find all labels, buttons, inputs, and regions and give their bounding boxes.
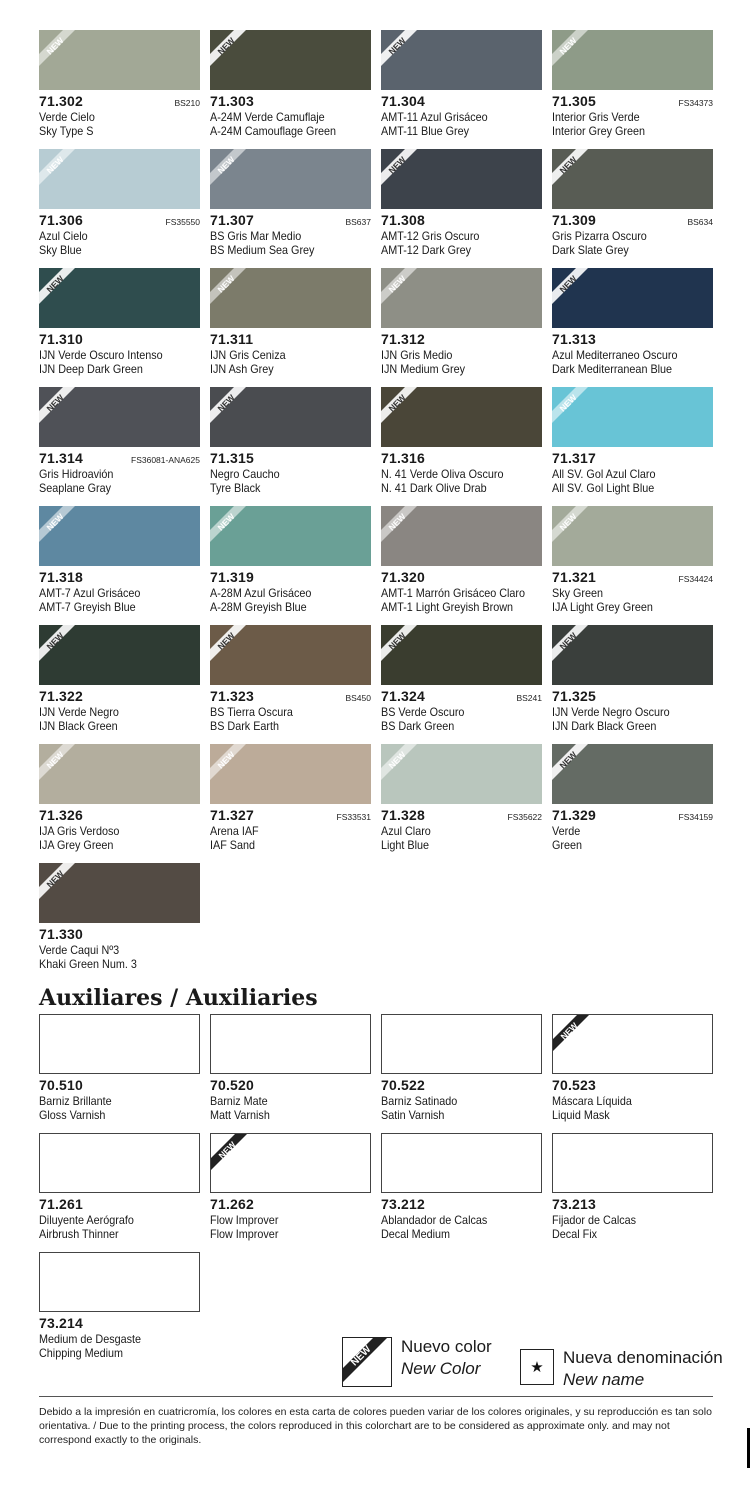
name-english: BS Dark Earth (210, 719, 280, 733)
color-swatch (39, 744, 200, 804)
new-ribbon-text: NEW (44, 273, 66, 295)
standard-reference: BS241 (516, 693, 542, 703)
standard-reference: FS34373 (678, 98, 713, 108)
new-ribbon-icon (552, 149, 592, 189)
color-code: 71.330 (39, 926, 84, 942)
color-code: 73.214 (39, 1315, 84, 1331)
name-spanish: IJA Gris Verdoso (39, 824, 120, 838)
new-ribbon-icon (210, 149, 250, 189)
color-swatch (210, 30, 371, 90)
colors-card (381, 744, 542, 852)
new-ribbon-text: NEW (44, 154, 66, 176)
name-english: AMT-11 Blue Grey (381, 124, 470, 138)
colors-card (381, 149, 542, 257)
color-code: 71.262 (210, 1196, 255, 1212)
color-swatch (39, 863, 200, 923)
new-ribbon-text: NEW (386, 749, 408, 771)
color-swatch (552, 506, 713, 566)
new-ribbon-text: NEW (215, 154, 237, 176)
color-code: 71.319 (210, 569, 255, 585)
color-swatch (552, 268, 713, 328)
standard-reference: FS36081-ANA625 (131, 455, 200, 465)
color-swatch (210, 149, 371, 209)
new-ribbon-icon (210, 506, 250, 546)
new-ribbon-sample (342, 1337, 392, 1387)
new-ribbon-text: NEW (44, 392, 66, 414)
color-code: 71.313 (552, 331, 597, 347)
name-spanish: All SV. Gol Azul Claro (552, 467, 656, 481)
new-ribbon-text: NEW (557, 630, 579, 652)
name-english: Light Blue (381, 838, 430, 852)
color-swatch (381, 1014, 542, 1074)
color-swatch (552, 30, 713, 90)
color-swatch (381, 744, 542, 804)
name-english: Liquid Mask (552, 1108, 610, 1122)
name-english: IAF Sand (210, 838, 256, 852)
new-ribbon-icon (39, 387, 79, 427)
auxiliaries-card (210, 1014, 371, 1122)
color-swatch (39, 506, 200, 566)
colors-card (552, 744, 713, 852)
new-ribbon-icon (553, 1015, 593, 1055)
new-ribbon-text: NEW (216, 1139, 238, 1161)
auxiliaries-card (552, 1014, 713, 1122)
name-english: BS Dark Green (381, 719, 455, 733)
new-ribbon-icon (39, 744, 79, 784)
colors-card (210, 506, 371, 614)
colors-card (552, 268, 713, 376)
new-ribbon-text: NEW (386, 630, 408, 652)
color-swatch (552, 625, 713, 685)
new-ribbon-text: NEW (557, 511, 579, 533)
new-ribbon-text: NEW (44, 630, 66, 652)
name-english: Airbrush Thinner (39, 1227, 119, 1241)
name-english: Matt Varnish (210, 1108, 270, 1122)
color-code: 70.520 (210, 1077, 255, 1093)
name-spanish: IJN Verde Negro (39, 705, 119, 719)
new-ribbon-icon (210, 387, 250, 427)
color-swatch (39, 1014, 200, 1074)
section-title: Auxiliares / Auxiliaries (39, 985, 318, 1011)
new-ribbon-text: NEW (44, 35, 66, 57)
color-code: 71.320 (381, 569, 426, 585)
name-spanish: N. 41 Verde Oliva Oscuro (381, 467, 504, 481)
color-code: 71.321 (552, 569, 597, 585)
name-spanish: Arena IAF (210, 824, 259, 838)
color-code: 71.309 (552, 212, 597, 228)
new-ribbon-text: NEW (557, 154, 579, 176)
color-code: 71.325 (552, 688, 597, 704)
new-ribbon-icon (211, 1134, 251, 1174)
name-english: Sky Blue (39, 243, 82, 257)
new-ribbon-text: NEW (349, 1344, 374, 1369)
color-code: 71.324 (381, 688, 426, 704)
name-english: Chipping Medium (39, 1346, 124, 1360)
color-code: 71.306 (39, 212, 84, 228)
new-ribbon-text: NEW (386, 511, 408, 533)
star-icon: ★ (530, 1359, 544, 1376)
new-ribbon-text: NEW (44, 511, 66, 533)
name-spanish: Gris Pizarra Oscuro (552, 229, 647, 243)
new-ribbon-text: NEW (386, 154, 408, 176)
name-spanish: Sky Green (552, 586, 604, 600)
standard-reference: BS634 (687, 217, 713, 227)
new-ribbon-icon (381, 506, 421, 546)
color-swatch (552, 1133, 713, 1193)
color-code: 71.317 (552, 450, 597, 466)
color-swatch (210, 387, 371, 447)
color-code: 71.314 (39, 450, 84, 466)
name-spanish: IJN Verde Oscuro Intenso (39, 348, 163, 362)
name-spanish: AMT-11 Azul Grisáceo (381, 110, 488, 124)
color-swatch (552, 149, 713, 209)
name-spanish: A-28M Azul Grisáceo (210, 586, 312, 600)
name-spanish: Negro Caucho (210, 467, 280, 481)
color-swatch (210, 506, 371, 566)
disclaimer: Debido a la impresión en cuatricromía, los colores en esta carta de colores pueden variar de los colores originales, y su reproducción es tan solo orientativa. / Due to the printing process, the colors reproduced in this colorchart are to be considered as approximate only. and may not correspond exactly to the originals. (39, 1406, 712, 1446)
name-english: Gloss Varnish (39, 1108, 106, 1122)
name-english: Tyre Black (210, 481, 261, 495)
new-ribbon-icon (381, 30, 421, 70)
colors-card (552, 387, 713, 495)
color-swatch (39, 1133, 200, 1193)
name-spanish: A-24M Verde Camuflaje (210, 110, 325, 124)
name-spanish: Verde Cielo (39, 110, 95, 124)
color-code: 73.212 (381, 1196, 426, 1212)
color-code: 73.213 (552, 1196, 597, 1212)
name-english: AMT-1 Light Greyish Brown (381, 600, 514, 614)
name-spanish: Medium de Desgaste (39, 1332, 142, 1346)
name-english: BS Medium Sea Grey (210, 243, 315, 257)
colors-card (210, 30, 371, 138)
color-swatch (39, 625, 200, 685)
colors-card (39, 863, 200, 971)
colors-card (381, 506, 542, 614)
new-ribbon-text: NEW (386, 35, 408, 57)
colors-card (381, 30, 542, 138)
name-spanish: Flow Improver (210, 1213, 279, 1227)
name-english: Green (552, 838, 583, 852)
new-ribbon-text: NEW (386, 273, 408, 295)
new-ribbon-icon (39, 863, 79, 903)
name-english: Dark Mediterranean Blue (552, 362, 673, 376)
new-ribbon-text: NEW (215, 630, 237, 652)
colors-card (210, 387, 371, 495)
name-spanish: Máscara Líquida (552, 1094, 632, 1108)
name-spanish: IJN Gris Ceniza (210, 348, 286, 362)
color-swatch (552, 387, 713, 447)
new-ribbon-icon (381, 149, 421, 189)
colors-card (39, 506, 200, 614)
name-english: AMT-12 Dark Grey (381, 243, 472, 257)
name-english: Dark Slate Grey (552, 243, 629, 257)
color-swatch (552, 1014, 713, 1074)
color-swatch (552, 744, 713, 804)
new-ribbon-icon (381, 387, 421, 427)
color-code: 70.523 (552, 1077, 597, 1093)
new-ribbon-icon (552, 625, 592, 665)
name-english: A-24M Camouflage Green (210, 124, 337, 138)
color-code: 71.304 (381, 93, 426, 109)
name-spanish: AMT-1 Marrón Grisáceo Claro (381, 586, 526, 600)
name-english: N. 41 Dark Olive Drab (381, 481, 487, 495)
color-swatch (39, 149, 200, 209)
standard-reference: FS35550 (165, 217, 200, 227)
new-ribbon-icon (39, 506, 79, 546)
colors-card (39, 149, 200, 257)
name-spanish: Azul Claro (381, 824, 431, 838)
name-spanish: Verde Caqui Nº3 (39, 943, 120, 957)
color-code: 71.310 (39, 331, 84, 347)
name-english: Decal Fix (552, 1227, 598, 1241)
new-ribbon-text: NEW (44, 749, 66, 771)
new-ribbon-icon (39, 149, 79, 189)
legend-rename-es: Nueva denominación (563, 1348, 723, 1367)
color-swatch (39, 387, 200, 447)
color-swatch (381, 506, 542, 566)
new-ribbon-icon (210, 30, 250, 70)
color-swatch (210, 268, 371, 328)
auxiliaries-card (381, 1133, 542, 1241)
color-swatch (210, 1014, 371, 1074)
new-ribbon-text: NEW (215, 749, 237, 771)
name-spanish: IJN Verde Negro Oscuro (552, 705, 670, 719)
new-ribbon-icon (552, 387, 592, 427)
name-spanish: AMT-12 Gris Oscuro (381, 229, 480, 243)
color-code: 71.308 (381, 212, 426, 228)
colors-card (210, 744, 371, 852)
legend-new-es: Nuevo color (401, 1337, 492, 1356)
color-code: 71.326 (39, 807, 84, 823)
name-spanish: Fijador de Calcas (552, 1213, 637, 1227)
color-code: 71.322 (39, 688, 84, 704)
new-ribbon-text: NEW (215, 35, 237, 57)
standard-reference: FS34424 (678, 574, 713, 584)
new-ribbon-icon (343, 1338, 391, 1386)
color-swatch (381, 387, 542, 447)
legend-new-en: New Color (401, 1359, 481, 1378)
auxiliaries-card (39, 1252, 200, 1360)
name-english: Flow Improver (210, 1227, 279, 1241)
color-swatch (381, 268, 542, 328)
color-swatch (381, 30, 542, 90)
name-spanish: BS Gris Mar Medio (210, 229, 302, 243)
colors-card (381, 625, 542, 733)
color-code: 71.305 (552, 93, 597, 109)
name-english: IJN Medium Grey (381, 362, 466, 376)
color-code: 71.302 (39, 93, 84, 109)
new-ribbon-text: NEW (557, 273, 579, 295)
name-spanish: Gris Hidroavión (39, 467, 114, 481)
new-ribbon-icon (552, 744, 592, 784)
name-spanish: Barniz Mate (210, 1094, 268, 1108)
colors-card (39, 30, 200, 138)
colors-card (552, 506, 713, 614)
name-english: IJA Grey Green (39, 838, 114, 852)
name-english: IJN Deep Dark Green (39, 362, 143, 376)
name-english: Interior Grey Green (552, 124, 646, 138)
auxiliaries-card (210, 1133, 371, 1241)
colors-card (210, 625, 371, 733)
color-code: 71.316 (381, 450, 426, 466)
standard-reference: BS637 (345, 217, 371, 227)
colors-card (381, 387, 542, 495)
name-spanish: Azul Mediterraneo Oscuro (552, 348, 678, 362)
color-swatch (381, 625, 542, 685)
new-ribbon-text: NEW (386, 392, 408, 414)
auxiliaries-card (39, 1014, 200, 1122)
colors-card (552, 625, 713, 733)
new-ribbon-icon (39, 268, 79, 308)
name-spanish: AMT-7 Azul Grisáceo (39, 586, 141, 600)
new-ribbon-text: NEW (557, 35, 579, 57)
colors-card (552, 30, 713, 138)
name-spanish: BS Verde Oscuro (381, 705, 465, 719)
color-swatch (210, 744, 371, 804)
new-ribbon-text: NEW (215, 392, 237, 414)
colors-card (39, 625, 200, 733)
name-spanish: Ablandador de Calcas (381, 1213, 488, 1227)
divider (39, 1396, 713, 1397)
new-ribbon-icon (210, 625, 250, 665)
name-spanish: Azul Cielo (39, 229, 88, 243)
new-ribbon-icon (381, 625, 421, 665)
new-ribbon-icon (210, 744, 250, 784)
new-ribbon-icon (552, 506, 592, 546)
name-spanish: IJN Gris Medio (381, 348, 453, 362)
color-swatch (39, 30, 200, 90)
name-english: Satin Varnish (381, 1108, 445, 1122)
new-ribbon-icon (39, 625, 79, 665)
name-english: IJN Ash Grey (210, 362, 274, 376)
name-spanish: Interior Gris Verde (552, 110, 640, 124)
colors-card (39, 387, 200, 495)
name-english: A-28M Greyish Blue (210, 600, 307, 614)
legend-rename-en: New name (563, 1370, 645, 1389)
name-english: IJN Black Green (39, 719, 118, 733)
color-swatch (381, 149, 542, 209)
name-english: IJA Light Grey Green (552, 600, 653, 614)
color-code: 70.522 (381, 1077, 426, 1093)
standard-reference: BS450 (345, 693, 371, 703)
name-spanish: Barniz Brillante (39, 1094, 112, 1108)
new-ribbon-text: NEW (558, 1020, 580, 1042)
standard-reference: FS34159 (678, 812, 713, 822)
name-spanish: Diluyente Aerógrafo (39, 1213, 134, 1227)
color-swatch (381, 1133, 542, 1193)
color-code: 71.261 (39, 1196, 84, 1212)
name-english: Decal Medium (381, 1227, 451, 1241)
new-ribbon-icon (39, 30, 79, 70)
name-spanish: BS Tierra Oscura (210, 705, 293, 719)
name-english: Seaplane Gray (39, 481, 112, 495)
auxiliaries-card (552, 1133, 713, 1241)
star-box (520, 1349, 554, 1385)
colors-card (210, 149, 371, 257)
new-ribbon-text: NEW (44, 868, 66, 890)
color-code: 71.311 (210, 331, 254, 347)
standard-reference: BS210 (174, 98, 200, 108)
colors-card (39, 268, 200, 376)
new-ribbon-icon (552, 268, 592, 308)
new-ribbon-text: NEW (215, 273, 237, 295)
new-ribbon-icon (381, 744, 421, 784)
color-code: 71.312 (381, 331, 426, 347)
color-code: 71.318 (39, 569, 84, 585)
color-swatch (39, 1252, 200, 1312)
new-ribbon-text: NEW (557, 749, 579, 771)
colors-card (381, 268, 542, 376)
color-swatch (210, 1133, 371, 1193)
standard-reference: FS33531 (336, 812, 371, 822)
name-spanish: Barniz Satinado (381, 1094, 458, 1108)
name-english: AMT-7 Greyish Blue (39, 600, 136, 614)
color-code: 71.327 (210, 807, 255, 823)
color-code: 70.510 (39, 1077, 84, 1093)
colors-card (210, 268, 371, 376)
color-code: 71.307 (210, 212, 255, 228)
name-spanish: Verde (552, 824, 581, 838)
color-swatch (210, 625, 371, 685)
auxiliaries-card (39, 1133, 200, 1241)
name-english: Khaki Green Num. 3 (39, 957, 137, 971)
new-ribbon-icon (552, 30, 592, 70)
name-english: All SV. Gol Light Blue (552, 481, 655, 495)
colors-card (39, 744, 200, 852)
name-english: Sky Type S (39, 124, 94, 138)
color-code: 71.315 (210, 450, 255, 466)
auxiliaries-card (381, 1014, 542, 1122)
standard-reference: FS35622 (507, 812, 542, 822)
new-ribbon-text: NEW (215, 511, 237, 533)
new-ribbon-icon (381, 268, 421, 308)
color-swatch (39, 268, 200, 328)
name-english: IJN Dark Black Green (552, 719, 657, 733)
colors-card (552, 149, 713, 257)
color-code: 71.303 (210, 93, 255, 109)
color-code: 71.323 (210, 688, 255, 704)
new-ribbon-text: NEW (557, 392, 579, 414)
color-code: 71.329 (552, 807, 597, 823)
color-code: 71.328 (381, 807, 426, 823)
new-ribbon-icon (210, 268, 250, 308)
